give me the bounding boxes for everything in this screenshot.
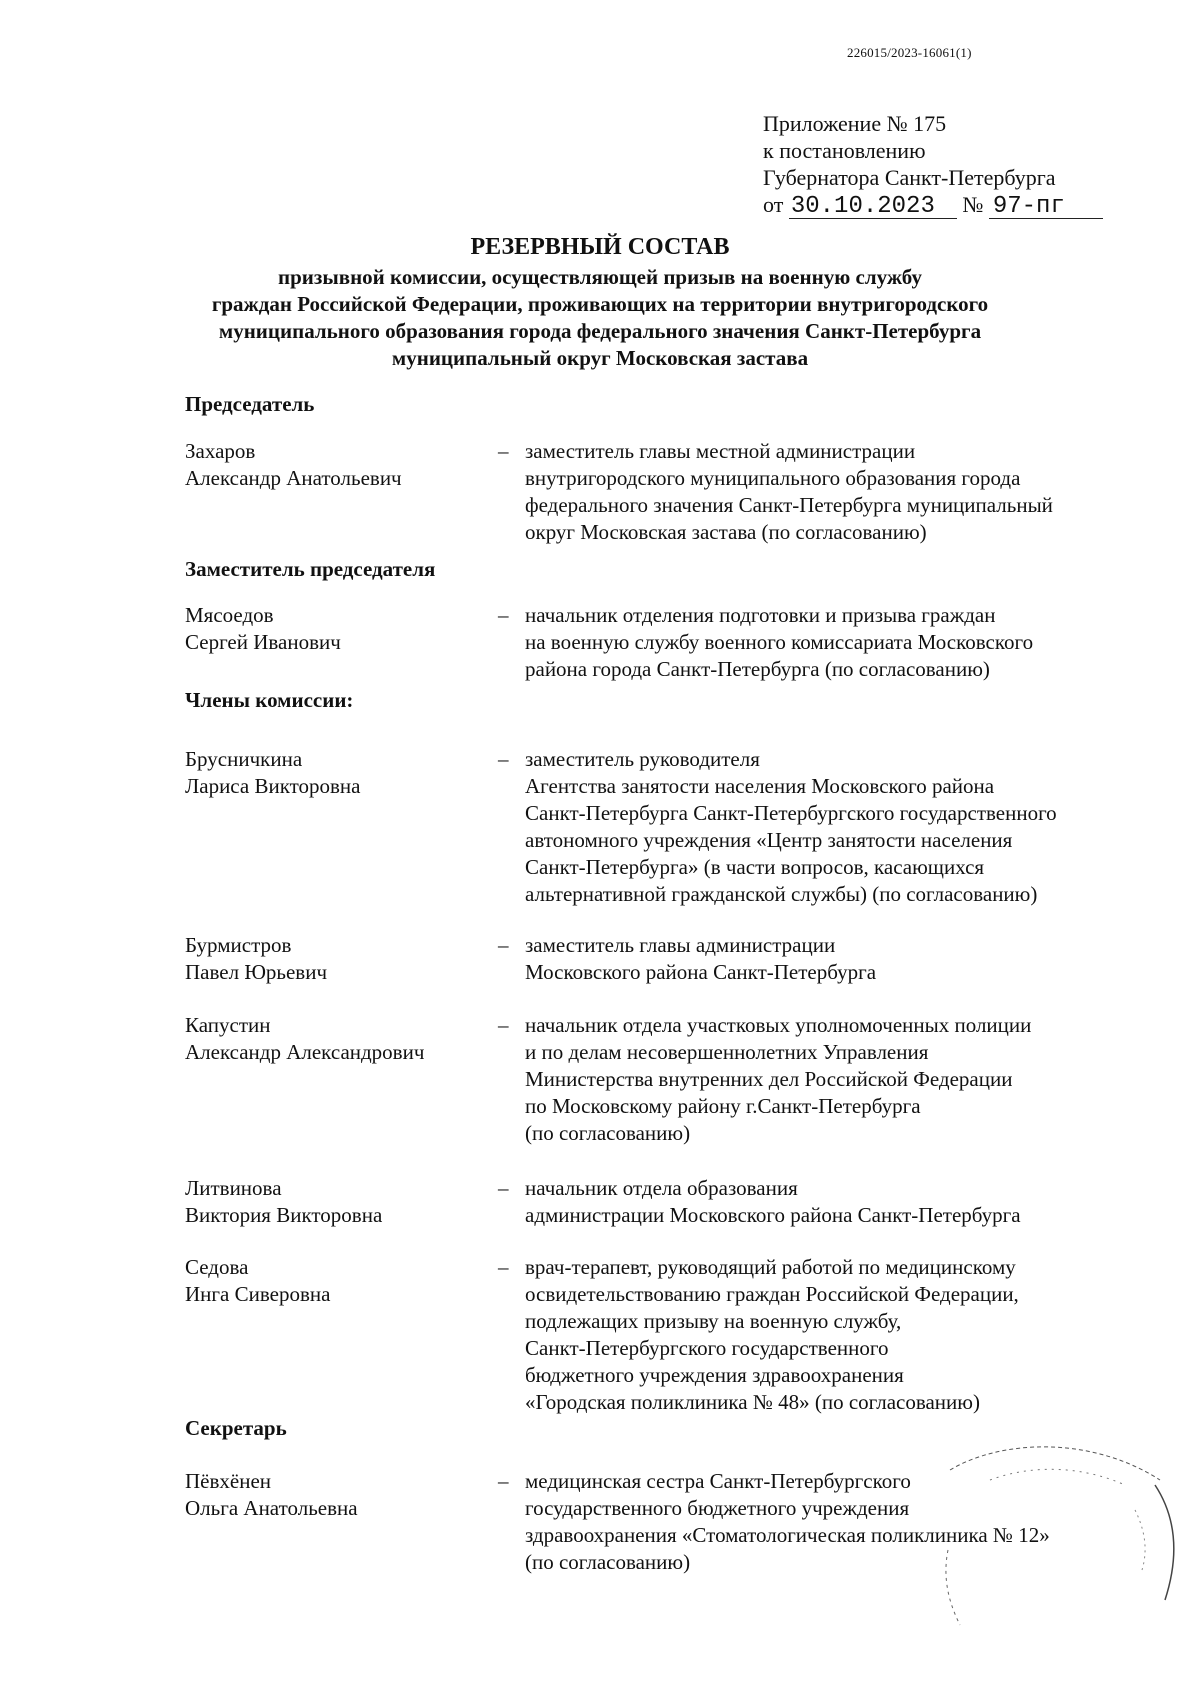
subtitle-line: муниципального образования города федерального значения Санкт-Петербурга	[218, 319, 982, 343]
date-prefix: от	[763, 192, 784, 217]
person-position: начальник отделения подготовки и призыва граждан на военную службу военного комиссариата Московского района города Санкт-Петербурга (по согласованию)	[525, 603, 1034, 681]
role-heading-secretary: Секретарь	[185, 1416, 287, 1440]
appendix-block	[763, 110, 1103, 219]
document-title: РЕЗЕРВНЫЙ СОСТАВ	[470, 234, 730, 260]
subtitle-line: призывной комиссии, осуществляющей призыв на военную службу	[278, 265, 922, 289]
handwritten-number: 97-пг	[989, 196, 1103, 219]
subtitle-line: муниципальный округ Московская застава	[391, 346, 809, 370]
role-heading-chair: Председатель	[185, 392, 315, 416]
document-subtitle	[150, 264, 1050, 372]
dash-separator: –	[498, 747, 509, 771]
person-name: Бурмистров Павел Юрьевич	[185, 933, 328, 984]
appendix-line-2: к постановлению	[763, 138, 926, 163]
document-number: 226015/2023-16061(1)	[847, 45, 972, 60]
appendix-line-3: Губернатора Санкт-Петербурга	[763, 165, 1056, 190]
person-position: медицинская сестра Санкт-Петербургского государственного бюджетного учреждения здравоохранения «Стоматологическая поликлиника № 12» (по согласованию)	[525, 1469, 1050, 1574]
person-name: Захаров Александр Анатольевич	[185, 439, 402, 490]
appendix-line-1: Приложение № 175	[763, 111, 947, 136]
person-position: заместитель главы администрации Московского района Санкт-Петербурга	[525, 933, 877, 984]
stamp-mark	[930, 1440, 1180, 1640]
person-name: Брусничкина Лариса Викторовна	[185, 747, 361, 798]
appendix-date-line	[763, 191, 1103, 219]
role-heading-members: Члены комиссии:	[185, 688, 354, 712]
person-name: Мясоедов Сергей Иванович	[185, 603, 341, 654]
dash-separator: –	[498, 933, 509, 957]
person-name: Литвинова Виктория Викторовна	[185, 1176, 383, 1227]
subtitle-line: граждан Российской Федерации, проживающих на территории внутригородского	[211, 292, 989, 316]
person-name: Пёвхёнен Ольга Анатольевна	[185, 1469, 358, 1520]
dash-separator: –	[498, 1176, 509, 1200]
person-name: Седова Инга Сиверовна	[185, 1255, 331, 1306]
person-name: Капустин Александр Александрович	[185, 1013, 425, 1064]
dash-separator: –	[498, 603, 509, 627]
person-position: врач-терапевт, руководящий работой по медицинскому освидетельствованию граждан Российской Федерации, подлежащих призыву на военную службу, Санкт-Петербургского государственного бюджетного учреждения здравоохранения «Городская поликлиника № 48» (по согласованию)	[525, 1255, 1019, 1414]
person-position: начальник отдела образования администрации Московского района Санкт-Петербурга	[525, 1176, 1021, 1227]
role-heading-deputy: Заместитель председателя	[185, 557, 436, 581]
dash-separator: –	[498, 1013, 509, 1037]
dash-separator: –	[498, 439, 509, 463]
person-position: заместитель руководителя Агентства занятости населения Московского района Санкт-Петербурга Санкт-Петербургского государственного автономного учреждения «Центр занятости населения Санкт-Петербурга» (в части вопросов, касающихся альтернативной гражданской службы) (по согласованию)	[525, 747, 1057, 906]
person-position: заместитель главы местной администрации внутригородского муниципального образования города федерального значения Санкт-Петербурга муниципальный округ Московская застава (по согласованию)	[525, 439, 1053, 544]
person-position: начальник отдела участковых уполномоченных полиции и по делам несовершеннолетних Управления Министерства внутренних дел Российской Федерации по Московскому району г.Санкт-Петербурга (по согласованию)	[525, 1013, 1032, 1145]
dash-separator: –	[498, 1255, 509, 1279]
number-prefix: №	[962, 192, 984, 217]
handwritten-date: 30.10.2023	[789, 196, 957, 219]
dash-separator: –	[498, 1469, 509, 1493]
